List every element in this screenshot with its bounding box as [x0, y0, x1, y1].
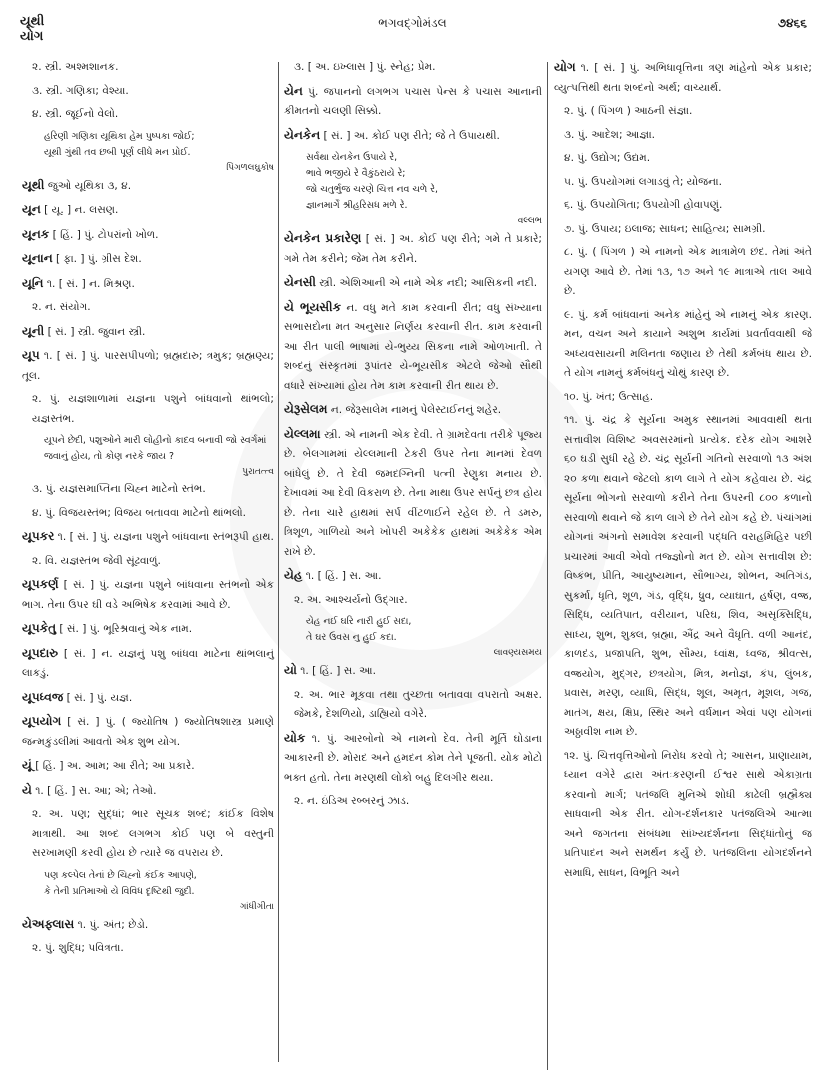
quotation-line: તે ઘર ઉવસ નુ હુઈ કદા. — [306, 632, 397, 643]
definition-text: [ સં. ] અ. કોઈ પણ રીતે; ગમે તે પ્રકારે; ગમે તેમ કરીને; જેમ તેમ કરીને. — [284, 233, 542, 265]
definition-text: ૧. [ સં. ] પું. પારસપીપળો; બ્રહ્મદારુ; ત્રમુક; બ્રહ્મણ્ય; તૂલ. — [22, 350, 274, 382]
headword: યેનકેન — [284, 127, 321, 142]
dictionary-entry — [22, 346, 274, 386]
dictionary-entry — [22, 575, 274, 615]
dictionary-entry — [22, 619, 274, 640]
definition-text: ૧. [ સં. ] પું. યજ્ઞના પશુને બાંધવાના સ્તંભરૂપી હાથ. — [54, 531, 274, 543]
dictionary-entry — [284, 566, 542, 587]
headword: યોગ — [554, 60, 576, 74]
quotation-source: ગાંધીગીતા — [239, 901, 274, 912]
headword: યૂપયોગ — [22, 714, 62, 728]
dictionary-title: ભગવદ્ગોમંડલ — [378, 16, 447, 30]
column-left — [22, 58, 274, 1072]
dictionary-entry — [554, 58, 812, 98]
headword: યે ભૂયસીક — [284, 299, 342, 314]
headword: યૂપ — [22, 348, 40, 362]
definition-text: [ હિં. ] પું. ટોપરાંનો ખોળ. — [49, 228, 159, 241]
definition-text: [ સં. ] પું. ( જ્યોતિષ ) જ્યોતિષશાસ્ત્ર પ્રમાણે જન્મકુંડલીમાં આવતો એક શુભ યોગ. — [22, 716, 274, 748]
quotation-line: જો ચતુર્ભુજ ચરણે ચિત્ત નવ ચળે રે, — [306, 184, 438, 195]
column-divider — [547, 62, 548, 1070]
headword: યૂથી — [22, 177, 45, 192]
definition-text: સ્ત્રી. એ નામની એક દેવી. તે ગ્રામદેવતા તરીકે પૂજ્ય છે. બેલગામમાં યેલ્લમાની ટેકરી ઉપર તેના માનમાં દેવળ બાંધેલું છે. તે દેવી જમદગ્નિની પત્ની રેણુકા મનાય છે. દેખાવમાં આ દેવી વિકરાળ છે. તેના માથા ઉપર સર્પનું છત્ર હોય છે. તેના ચારે હાથમાં સર્પ વીંટળાઈને રહેલ છે. તે ડમરુ, ત્રિશૂળ, ગાળિયો અને ખોપરી અકેકેક હાથમાં અકેકેક એમ રાખે છે. — [284, 428, 542, 558]
sense-definition: ૩. પું. આદેશ; આજ્ઞા. — [564, 128, 656, 141]
definition-text: [ સં. ] પું. યજ્ઞના પશુને બાંધવાના સ્તંભનો એક ભાગ. તેના ઉપર ઘી વડે અભિષેક કરવામાં આવે છે. — [22, 579, 274, 611]
column-right — [554, 58, 812, 1072]
definition-text: [ સં. ] પું. યજ્ઞ. — [63, 691, 133, 704]
sense-definition: ૧૦. પું. ખંત; ઉત્સાહ. — [564, 390, 654, 403]
definition-text: પું. જપાનનો લગભગ પચાસ પેન્સ કે પચાસ આનાની કીમતનો ચલણી સિક્કો. — [284, 85, 542, 117]
dictionary-entry — [22, 200, 274, 221]
dictionary-entry — [22, 322, 274, 343]
definition-text: [ ફા. ] પું. ગ્રીસ દેશ. — [52, 253, 142, 265]
definition-text: ૧. [ હિં. ] સ. આ. — [296, 665, 376, 677]
definition-text: ન. વધુ મતે કામ કરવાની રીત; વધુ સંખ્યાના સભાસદોના મત અનુસાર નિર્ણય કરવાની રીત. કામ કરવાની આ રીત પાલી ભાષામાં યે-ભુય્ય સિકના નામે ઓળખાતી. તે શબ્દનું સંસ્કૃતમાં રૂપાંતર યે-ભૂયસીક એટલે જેઓ સૌથી વધારે સંખ્યામાં હોય તેમ કામ કરવાની રીત થાય છે. — [284, 301, 542, 392]
headword: યૂપધ્વજ — [22, 689, 64, 704]
quotation-line: હરિણી ગણિકા યૂથિકા હેમ પુષ્પકા જોઈ; — [44, 130, 195, 142]
quotation-source: વલ્લભ — [517, 216, 542, 226]
headword: યેઅફ્લાસ — [22, 916, 75, 931]
quotation-line: યૂથી ગુંથી તવ છબી પૂર્ણ લીધે મન પ્રોઈ. — [44, 146, 191, 158]
quotation-line: યૂપને છેદી, પશુઓને મારી લોહીનો કાદવ બનાવી જો સ્વર્ગમાં જવાનું હોય, તો કોણ નરકે જાય ? — [44, 435, 267, 462]
dictionary-entry — [284, 82, 542, 122]
dictionary-entry — [284, 126, 542, 147]
definition-text: [ સં. ] પું. ભૂરિશ્રવાનું એક નામ. — [56, 623, 193, 635]
headword: યે — [22, 782, 32, 797]
definition-text: [ સં. ] અ. કોઈ પણ રીતે; જે તે ઉપાયથી. — [320, 129, 500, 142]
sense-definition: ૧૧. પું. ચંદ્ર કે સૂર્યના અમુક સ્થાનમાં આવવાથી થતા સત્તાવીશ વિશિષ્ટ અવસરમાંનો પ્રત્યેક. દરેક યોગ આશરે ૬૦ ઘડી સુધી રહે છે. ચંદ્ર સૂર્યની ગતિનો સરવાળો ૧૩ અંશ ૨૦ કળા થવાને જેટલો કાળ લાગે તે યોગ કહેવાય છે. ચંદ્ર સૂર્યના ભોગનો સરવાળો કરીને તેના ઉપરની ૮૦૦ કળાનો સરવાળો થવાને જે કાળ લાગે છે તેને યોગ કહે છે. પંચાંગમાં યોગનાં અંગનો સમાવેશ કરવાની પદ્ધતિ વરાહમિહિર પછી પ્રચારમાં આવી એવો તજ્જ્ઞોનો મત છે. યોગ સત્તાવીશ છે: વિષ્કંભ, પ્રીતિ, આયુષ્યમાન, સૌભાગ્ય, શોભન, અતિગંડ, સુકર્મા, ધૃતિ, શૂળ, ગંડ, વૃદ્ધિ, ધ્રુવ, વ્યાઘાત, હર્ષણ, વજ્ર, સિદ્ધિ, વ્યતિપાત, વરીયાન, પરિઘ, શિવ, અસૃક્સિદ્ધિ, સાધ્ય, શુભ, શુક્લ, બ્રહ્મા, ઐંદ્ર અને વૈધૃતિ. વળી આનંદ, કાળદંડ, પ્રજાપતિ, શુભ, સૌમ્ય, ધ્વાંક્ષ, ધ્વજ, શ્રીવત્સ, વજ્રયોગ, મુદ્ગર, છત્રયોગ, મિત્ર, મનોજ્ઞ, કંપ, લુંબક, પ્રવાસ, મરણ, વ્યાધિ, સિદ્ધ, શૂલ, અમૃત, મૂશલ, ગજ, માતંગ, ક્ષય, ક્ષિપ્ર, સ્થિર અને વર્ધમાન એવાં પણ યોગનાં અઠ્ઠાવીશ નામ છે. — [564, 414, 812, 738]
headword: યો — [284, 663, 297, 677]
dictionary-entry — [284, 729, 542, 789]
definition-text: ૧. [ સં. ] ન. મિશ્રણ. — [43, 277, 135, 290]
guide-word-first: યૂથી — [20, 14, 45, 29]
dictionary-entry — [22, 756, 274, 777]
headword: યૂનક — [22, 226, 50, 241]
sense-definition: ૨. પું. શુદ્ધિ; પવિત્રતા. — [32, 942, 124, 954]
definition-text: ૧. [ સં. ] પું. અભિધાવૃત્તિના ત્રણ માંહેનો એક પ્રકાર; વ્યુત્પત્તિથી થતા શબ્દનો અર્થ; વાચ્યાર્થ. — [554, 62, 812, 94]
dictionary-entry — [284, 400, 542, 421]
headword: યૂપકર — [22, 529, 55, 543]
headword: યૂપકર્ણ — [22, 577, 59, 591]
sense-definition: ૪. પું. ઉદ્યોગ; ઉદ્યમ. — [564, 152, 651, 164]
headword: યૂં — [22, 758, 32, 772]
quotation-line: યેહ નઈ ઘરિ નારી હુઈ સદા, — [306, 616, 412, 627]
quotation-line: પણ કલ્પેલ તેનાં છે ચિહ્નો કંઈક આપણે, — [44, 869, 197, 881]
dictionary-entry — [22, 644, 274, 684]
sense-definition: ૯. પું. કર્મ બાંધવાનાં અનેક માંહેનું એ નામનું એક કારણ. મન, વચન અને કાયાને અશુભ કાર્યમાં પ્રવર્તાવવાથી જે અધ્યવસાયની મલિનતા જણાય છે તેથી કર્મબંધ થાય છે. તે યોગ નામનું કર્મબંધનું ચોથું કારણ છે. — [564, 308, 812, 379]
dictionary-entry — [22, 527, 274, 548]
dictionary-entry — [22, 176, 274, 197]
dictionary-entry — [22, 688, 274, 709]
quotation-source: લાવણ્યસમય — [493, 648, 542, 658]
headword: યૂન — [22, 202, 41, 216]
definition-text: ન. જેરૂસાલેમ નામનું પેલેસ્ટાઈનનું શહેર. — [327, 404, 502, 416]
headword: યૂપકેતુ — [22, 621, 57, 635]
sense-definition: ૪. પું. વિજયસ્તંભ; વિજય બતાવવા માટેનો થાંભલો. — [32, 506, 247, 519]
definition-text: જુઓ યૂથિકા ૩, ૪. — [44, 179, 132, 192]
headword: યોક — [284, 730, 306, 745]
definition-text: સ્ત્રી. એશિઆની એ નામે એક નદી; આસિકની નદી. — [315, 277, 538, 289]
quotation-line: ભાવે ભજીયે રે વૈકુંઠરાયે રે; — [306, 168, 406, 179]
definition-text: ૧. [ હિં. ] સ. આ. — [302, 570, 382, 582]
quotation-line: જ્ઞાનમાર્ગે શ્રીહરિસધ મળે રે. — [306, 200, 408, 211]
sense-definition: ૨. અ. ભાર મૂકવા તથા તુચ્છતા બતાવવા વપરાતો અક્ષર. જેમકે, દેશળિયો, ડાહ્યિયો વગેરે. — [294, 688, 542, 720]
dictionary-entry — [284, 298, 542, 397]
dictionary-entry — [22, 225, 274, 246]
definition-text: ૧. [ હિં. ] સ. આ; એ; તેઓ. — [31, 784, 157, 797]
column-divider — [278, 62, 279, 1062]
page-number: ૭૪૬૬ — [777, 16, 807, 30]
sense-definition: ૨. અ. પણ; સુદ્ધાં; ભાર સૂચક શબ્દ; કાંઈક વિશેષ માત્રાથી. આ શબ્દ લગભગ કોઈ પણ બે વસ્તુની સરખામણી કરવી હોય છે ત્યારે જ વપરાય છે. — [32, 808, 274, 859]
definition-text: ૧. પું. આરબોનો એ નામનો દેવ. તેની મૂર્તિ ઘોડાના આકારની છે. મોરાદ અને હમદન કોમ તેને પૂજતી. યોક મોટો ભક્ત હતો. તેના મરણથી લોકો બહુ દિલગીર થયા. — [284, 732, 542, 784]
dictionary-entry — [22, 249, 274, 270]
sense-definition: ૪. સ્ત્રી. જૂઈનો વેલો. — [32, 108, 119, 120]
headword: યેરૂસેલમ — [284, 402, 328, 416]
definition-text: ૧. પું. અંત; છેડો. — [74, 918, 149, 931]
headword: યેહ — [284, 568, 303, 582]
guide-word-last: યોગ — [20, 29, 44, 44]
headword: યૂની — [22, 323, 45, 338]
sense-definition: ૩. સ્ત્રી. ગણિકા; વેશ્યા. — [32, 84, 129, 97]
dictionary-entry — [284, 661, 542, 682]
page-header — [0, 0, 825, 52]
headword: યેન — [284, 83, 303, 98]
headword: યૂનાન — [22, 251, 53, 265]
dictionary-entry — [22, 915, 274, 936]
sense-definition: ૩. [ અ. ઇખ્લાસ ] પું. સ્નેહ; પ્રેમ. — [294, 61, 436, 73]
dictionary-entry — [22, 274, 274, 295]
sense-definition: ૨. ન. સંયોગ. — [32, 301, 91, 313]
dictionary-entry — [22, 781, 274, 802]
definition-text: [ સં. ] સ્ત્રી. જુવાન સ્ત્રી. — [44, 325, 146, 338]
sense-definition: ૨. પું. ( પિંગળ ) આઠની સંજ્ઞા. — [564, 105, 693, 117]
sense-definition: ૧૨. પું. ચિત્તવૃત્તિઓનો નિરોધ કરવો તે; આસન, પ્રાણાયામ, ધ્યાન વગેરે દ્વારા અંતઃકરણની ઈશ્વર સાથે એકાગ્રતા કરવાનો માર્ગ; પતંજલિ મુનિએ શોધી કાઢેલી બ્રહ્મૈક્ય સાધવાની એક રીત. યોગ-દર્શનકાર પતંજલિએ આત્મા અને જગતના સંબંધમા સાંખ્યદર્શનના સિદ્ધાંતોનું જ પ્રતિપાદન અને સમર્થન કર્યું છે. પતંજલિના યોગદર્શનને સમાધિ, સાધન, વિભૂતિ અને — [564, 749, 812, 879]
headword: યેનકેન પ્રકારેણ — [284, 231, 362, 245]
sense-definition: ૭. પું. ઉપાય; ઇલાજ; સાધન; સાહિત્ય; સામગ્રી. — [564, 222, 766, 235]
sense-definition: ૨. વિ. યજ્ઞસ્તંભ જેવી સૂંઢવાળું. — [32, 554, 161, 567]
sense-definition: ૬. પું. ઉપયોગિતા; ઉપયોગી હોવાપણું. — [564, 199, 723, 211]
definition-text: [ સં. ] ન. યજ્ઞનું પશુ બાંધવા માટેના થાંભલાનું લાકડું. — [22, 647, 274, 679]
sense-definition: ૮. પું. ( પિંગળ ) એ નામનો એક માત્રામેળ છંદ. તેમાં અંતે યગણ આવે છે. તેમાં ૧૩, ૧૭ અને ૧૯ માત્રાએ તાલ આવે છે. — [564, 246, 812, 297]
headword: યૂપદારુ — [22, 645, 59, 660]
sense-definition: ૨. પું. યજ્ઞશાળામાં યજ્ઞના પશુને બાંધવાનો થાંભલો; યજ્ઞસ્તંભ. — [32, 393, 274, 425]
sense-definition: ૫. પું. ઉપયોગમાં લગાડવું તે; યોજના. — [564, 175, 722, 188]
quotation-line: સર્વથા યેનકેન ઉપાયે રે, — [306, 152, 398, 163]
quotation-line: કે તેની પ્રતિમાઓ યે વિવિધ દૃષ્ટિથી જુદી. — [44, 885, 195, 897]
quotation-source: પિંગળલઘુકોષ — [226, 162, 274, 173]
sense-definition: ૩. પું. યજ્ઞસમાપ્તિના ચિહ્ન માટેનો સ્તંભ. — [32, 483, 206, 495]
dictionary-entry — [22, 712, 274, 752]
dictionary-entry — [284, 229, 542, 269]
dictionary-entry — [284, 273, 542, 294]
definition-text: [ યૂ. ] ન. લસણ. — [40, 204, 119, 216]
dictionary-entry — [284, 425, 542, 563]
column-middle — [284, 58, 542, 1072]
sense-definition: ૨. સ્ત્રી. અશ્મશાનક. — [32, 61, 119, 73]
sense-definition: ૨. ન. ઇંડિઅ રબ્બરનું ઝાડ. — [294, 795, 410, 807]
sense-definition: ૨. અ. આશ્ચર્યનો ઉદ્ગાર. — [294, 593, 408, 606]
quotation-source: પુરાતત્ત્વ — [242, 467, 274, 477]
headword: યેલ્લમા — [284, 426, 321, 441]
headword: યૂનિ — [22, 275, 44, 290]
definition-text: [ હિં. ] અ. આમ; આ રીતે; આ પ્રકારે. — [31, 760, 195, 772]
headword: યેનસી — [284, 275, 316, 289]
